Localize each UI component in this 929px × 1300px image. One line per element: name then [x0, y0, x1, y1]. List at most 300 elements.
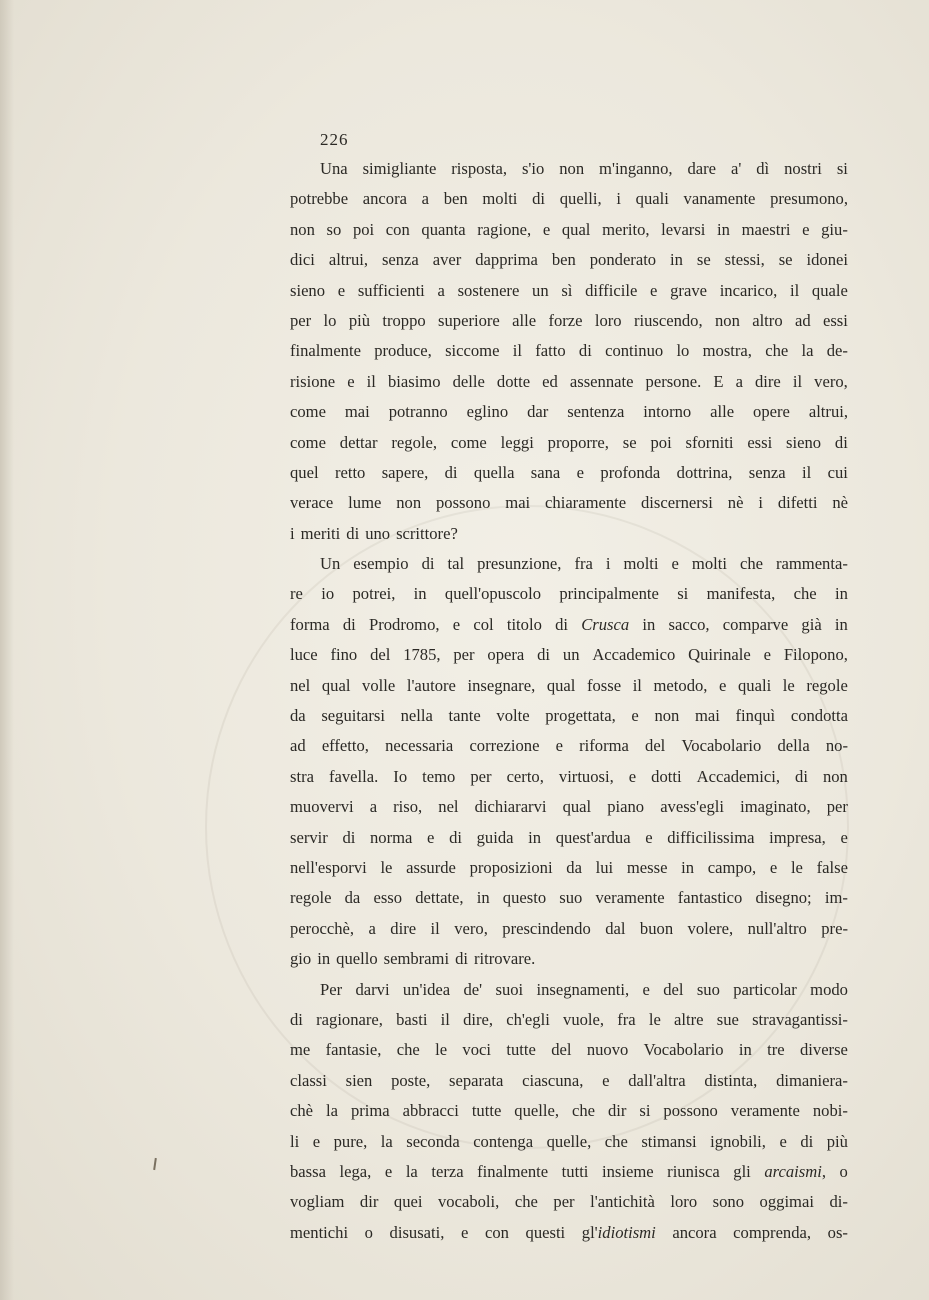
word: fra: [574, 554, 593, 574]
text-line: [290, 610, 848, 640]
word: di: [342, 827, 356, 847]
word: potranno: [388, 402, 448, 422]
word: in: [528, 827, 542, 847]
word: virtuosi,: [558, 766, 614, 786]
word: quell'opuscolo: [444, 584, 542, 604]
word: se: [778, 250, 793, 270]
word: il: [802, 462, 812, 482]
word: giu-: [821, 219, 848, 239]
word: di: [346, 523, 360, 543]
word: suo: [696, 979, 720, 999]
word: dapprima: [475, 250, 538, 270]
word: certo,: [506, 766, 544, 786]
text-line: [290, 276, 848, 306]
word: assurde: [406, 857, 456, 877]
word: mentichi: [290, 1222, 349, 1242]
word: fino: [330, 645, 358, 665]
word: dimaniera-: [776, 1070, 848, 1090]
word: continuo: [605, 341, 664, 361]
word: sembrami: [383, 949, 450, 969]
word: discernersi: [641, 493, 713, 513]
word: e: [347, 371, 355, 391]
word: eglino: [466, 402, 509, 422]
word: condotta: [790, 706, 848, 726]
word: altrui,: [328, 250, 368, 270]
word: le: [782, 675, 795, 695]
word: e: [631, 706, 639, 726]
word: vocaboli,: [438, 1192, 500, 1212]
word: a': [730, 159, 742, 178]
word: dottrina,: [676, 462, 733, 482]
word: loro: [594, 310, 622, 330]
word: in: [717, 219, 730, 239]
word: necessaria: [385, 736, 454, 756]
word: forze: [548, 310, 583, 330]
word: lo: [323, 310, 337, 330]
word: os-: [827, 1222, 848, 1242]
word: ritrovare.: [473, 949, 536, 969]
word: finalmente: [477, 1161, 549, 1181]
word: sue: [716, 1009, 739, 1029]
word: non: [290, 219, 315, 239]
word: correzione: [469, 736, 540, 756]
text-line: [290, 519, 848, 549]
word: alle: [710, 402, 735, 422]
text-line: [290, 701, 848, 731]
word: possono: [436, 493, 491, 513]
word: vuole,: [563, 1009, 605, 1029]
word: stessi,: [724, 250, 765, 270]
word: vero,: [454, 918, 488, 938]
word: e: [312, 1131, 321, 1151]
word: produce,: [374, 341, 432, 361]
text-line: [290, 883, 848, 913]
word: da: [566, 857, 582, 877]
text-line: [290, 975, 848, 1005]
word: assennate: [569, 371, 634, 391]
word: di-: [829, 1192, 848, 1212]
word: ragione,: [477, 219, 532, 239]
word: in: [834, 614, 848, 634]
word: leggi: [500, 432, 534, 452]
word: tante: [448, 706, 481, 726]
word: come: [450, 432, 487, 452]
word: un: [532, 280, 549, 300]
word: prima: [350, 1101, 390, 1121]
word: principalmente: [559, 584, 659, 604]
word: sentenza: [567, 402, 625, 422]
word: non: [822, 766, 848, 786]
word: dettate,: [415, 888, 464, 908]
word: e: [769, 857, 778, 877]
word: voci: [462, 1040, 491, 1060]
word: im-: [824, 888, 848, 908]
word: difficilissima: [667, 827, 755, 847]
word: la: [801, 341, 814, 361]
word: in: [670, 250, 683, 270]
word: alle: [512, 310, 537, 330]
word: altro: [752, 310, 783, 330]
word: effetto,: [321, 736, 369, 756]
word: Vocabolario: [643, 1040, 724, 1060]
word: si: [677, 584, 689, 604]
word: poi: [650, 432, 672, 452]
word: un'idea: [402, 979, 451, 999]
word: manifesta,: [706, 584, 776, 604]
word: in: [681, 857, 695, 877]
word: basti: [396, 1009, 428, 1029]
word: per: [470, 766, 492, 786]
word: contenga: [473, 1131, 534, 1151]
word: dì: [756, 159, 770, 178]
word: e: [384, 1161, 393, 1181]
text-line: [290, 792, 848, 822]
word: altrui,: [808, 402, 848, 422]
word: il: [430, 918, 440, 938]
word: dotti: [651, 766, 682, 786]
word: e: [642, 979, 650, 999]
word: risposta,: [451, 159, 508, 178]
word: quanta: [421, 219, 466, 239]
word: e: [671, 554, 679, 574]
word: riforma: [579, 736, 629, 756]
word: simigliante: [362, 159, 437, 178]
text-line: [290, 1157, 848, 1187]
word: titolo: [506, 614, 542, 634]
word: nell'esporvi: [290, 857, 367, 877]
word: tre: [767, 1040, 785, 1060]
word: e: [802, 219, 810, 239]
word: forma: [290, 614, 330, 634]
word: levarsi: [661, 219, 706, 239]
word: e: [576, 462, 585, 482]
word: diverse: [799, 1040, 848, 1060]
word: Quirinale: [688, 645, 751, 665]
word: regole,: [391, 432, 438, 452]
word: la: [326, 1101, 338, 1121]
word: progettata,: [545, 706, 616, 726]
word: incarico,: [719, 280, 778, 300]
text-line: [290, 1127, 848, 1157]
word: mai: [505, 493, 531, 513]
word: loro: [670, 1192, 698, 1212]
word: comprenda,: [733, 1222, 812, 1242]
word: particolar: [733, 979, 797, 999]
word: regole: [290, 888, 332, 908]
word: sufficienti: [357, 280, 425, 300]
word: e: [542, 219, 551, 239]
word: bassa: [290, 1161, 326, 1181]
word: proporre,: [547, 432, 609, 452]
word: dire: [755, 371, 781, 391]
word: si: [836, 159, 848, 178]
word: i: [616, 189, 621, 209]
word: de': [463, 979, 483, 999]
word: Crusca: [581, 614, 630, 634]
word: tutti: [561, 1161, 589, 1181]
word: fra: [617, 1009, 636, 1029]
word: già: [801, 614, 822, 634]
word: Una: [320, 159, 348, 178]
word: verace: [290, 493, 334, 513]
word: scrittore?: [396, 523, 458, 543]
word: o: [839, 1161, 848, 1181]
word: sostenere: [457, 280, 520, 300]
word: di: [537, 645, 551, 665]
word: grave: [670, 280, 707, 300]
word: veramente: [730, 1101, 800, 1121]
word: che: [765, 341, 789, 361]
word: in: [834, 584, 848, 604]
word: non: [559, 159, 585, 178]
word: nobi-: [812, 1101, 848, 1121]
word: dall'altra: [628, 1070, 686, 1090]
word: presunzione,: [477, 554, 562, 574]
word: sforniti: [685, 432, 734, 452]
word: insieme: [601, 1161, 654, 1181]
word: e: [602, 1070, 610, 1090]
word: seguitarsi: [321, 706, 385, 726]
word: di: [455, 949, 468, 969]
word: di: [578, 341, 592, 361]
word: Vocabolario: [681, 736, 762, 756]
word: vanamente: [683, 189, 756, 209]
word: questi: [525, 1222, 566, 1242]
word: profonda: [600, 462, 661, 482]
word: nel: [290, 675, 311, 695]
word: nè: [727, 493, 744, 513]
word: ad: [794, 310, 811, 330]
word: quei: [393, 1192, 423, 1212]
word: col: [473, 614, 494, 634]
word: e: [650, 280, 658, 300]
word: un: [562, 645, 580, 665]
word: gl'idiotismi: [581, 1222, 656, 1242]
word: e: [555, 736, 563, 756]
word: buon: [639, 918, 674, 938]
word: del: [645, 736, 666, 756]
word: intorno: [643, 402, 692, 422]
text-line: [290, 762, 848, 792]
word: per: [453, 645, 475, 665]
word: qual: [321, 675, 351, 695]
word: distinta,: [704, 1070, 758, 1090]
word: le: [648, 1009, 661, 1029]
word: ben: [443, 189, 468, 209]
text-line: [290, 458, 848, 488]
text-line: [290, 731, 848, 761]
word: lega,: [339, 1161, 372, 1181]
word: me: [290, 1040, 311, 1060]
word: e: [628, 766, 637, 786]
word: Io: [393, 766, 408, 786]
word: io: [321, 584, 335, 604]
word: oggimai: [759, 1192, 814, 1212]
word: che: [571, 1101, 595, 1121]
word: impresa,: [769, 827, 826, 847]
word: quali: [635, 189, 669, 209]
word: servir: [290, 827, 328, 847]
word: ch'egli: [506, 1009, 550, 1029]
word: poste,: [391, 1070, 431, 1090]
text-line: [290, 640, 848, 670]
paragraph: [290, 975, 848, 1249]
text-line: [290, 245, 848, 275]
text-line: [290, 944, 848, 974]
text-block: [290, 128, 848, 1248]
word: potrei,: [352, 584, 396, 604]
text-line: [290, 184, 848, 214]
word: come: [290, 432, 326, 452]
word: del: [551, 1040, 572, 1060]
word: 1785,: [403, 645, 441, 665]
word: Filopono,: [783, 645, 848, 665]
word: ancora: [362, 189, 407, 209]
word: persone.: [645, 371, 702, 391]
page-binding-edge: [0, 0, 14, 1300]
word: dir: [359, 1192, 379, 1212]
word: poi: [352, 219, 375, 239]
word: quelle,: [514, 1101, 559, 1121]
word: potrebbe: [290, 189, 349, 209]
word: chiaramente: [545, 493, 627, 513]
word: sono: [712, 1192, 745, 1212]
text-line: [290, 1187, 848, 1217]
word: dar: [527, 402, 549, 422]
word: biasimo: [387, 371, 441, 391]
word: quella: [473, 462, 515, 482]
word: guida: [476, 827, 514, 847]
word: la: [405, 1161, 418, 1181]
word: del: [663, 979, 684, 999]
word: metodo,: [653, 675, 708, 695]
word: fatto: [535, 341, 566, 361]
word: re: [290, 584, 303, 604]
word: possono: [663, 1101, 718, 1121]
word: difficile: [585, 280, 638, 300]
word: ragionare,: [316, 1009, 383, 1029]
word: abbracci: [402, 1101, 459, 1121]
word: disegno;: [755, 888, 812, 908]
word: e: [645, 827, 653, 847]
word: non: [714, 310, 740, 330]
word: terza: [431, 1161, 464, 1181]
word: separata: [449, 1070, 504, 1090]
word: qual: [561, 219, 591, 239]
word: si: [639, 1101, 651, 1121]
text-line: [290, 823, 848, 853]
word: presumono,: [770, 189, 848, 209]
word: Un: [320, 554, 341, 574]
word: favella.: [328, 766, 379, 786]
word: opera: [487, 645, 525, 665]
word: del: [370, 645, 391, 665]
word: de-: [826, 341, 848, 361]
word: dir: [607, 1101, 627, 1121]
word: sieno: [290, 280, 326, 300]
text-line: [290, 488, 848, 518]
word: essi: [747, 432, 773, 452]
word: quali: [738, 675, 772, 695]
word: vogliam: [290, 1192, 345, 1212]
word: e: [337, 280, 346, 300]
word: lo: [676, 341, 690, 361]
word: il: [512, 341, 522, 361]
word: false: [816, 857, 848, 877]
word: non: [654, 706, 680, 726]
word: m'inganno,: [599, 159, 673, 178]
word: messe: [626, 857, 668, 877]
word: maestri: [741, 219, 791, 239]
word: stravagantissi-: [752, 1009, 848, 1029]
word: temo: [422, 766, 456, 786]
word: idonei: [806, 250, 848, 270]
word: gli: [733, 1161, 751, 1181]
word: il: [366, 371, 376, 391]
word: sapere,: [381, 462, 429, 482]
word: quello: [336, 949, 378, 969]
word: chè: [290, 1101, 314, 1121]
word: pure,: [333, 1131, 368, 1151]
word: di: [449, 827, 462, 847]
word: volte: [496, 706, 530, 726]
word: le: [790, 857, 803, 877]
word: finquì: [735, 706, 776, 726]
word: ad: [290, 736, 306, 756]
word: come: [290, 402, 326, 422]
word: avess'egli: [660, 797, 725, 817]
word: che: [793, 584, 817, 604]
word: disusati,: [389, 1222, 445, 1242]
body-text: [290, 154, 848, 1248]
word: prescindendo: [502, 918, 591, 938]
word: gio: [290, 949, 312, 969]
word: fantastico: [677, 888, 743, 908]
word: molti: [623, 554, 659, 574]
word: il: [789, 280, 800, 300]
word: esso: [373, 888, 403, 908]
text-line: [290, 215, 848, 245]
word: in: [413, 584, 427, 604]
word: finalmente: [290, 341, 361, 361]
word: da: [290, 706, 306, 726]
word: riso,: [393, 797, 423, 817]
word: e: [461, 1222, 469, 1242]
word: di: [532, 189, 546, 209]
word: per: [826, 797, 848, 817]
paragraph: [290, 549, 848, 974]
word: arcaismi,: [764, 1161, 826, 1181]
word: i: [605, 554, 611, 574]
text-line: [290, 1005, 848, 1035]
word: a: [369, 797, 378, 817]
word: più: [348, 310, 371, 330]
word: la: [380, 1131, 393, 1151]
word: norma: [370, 827, 413, 847]
word: che: [739, 554, 763, 574]
word: null'altro: [747, 918, 807, 938]
word: siccome: [445, 341, 500, 361]
word: con: [484, 1222, 509, 1242]
word: mai: [344, 402, 370, 422]
text-line: [290, 671, 848, 701]
text-line: [290, 428, 848, 458]
word: in: [476, 888, 490, 908]
word: superiore: [438, 310, 500, 330]
text-line: [290, 914, 848, 944]
word: stra: [290, 766, 314, 786]
word: che: [514, 1192, 538, 1212]
